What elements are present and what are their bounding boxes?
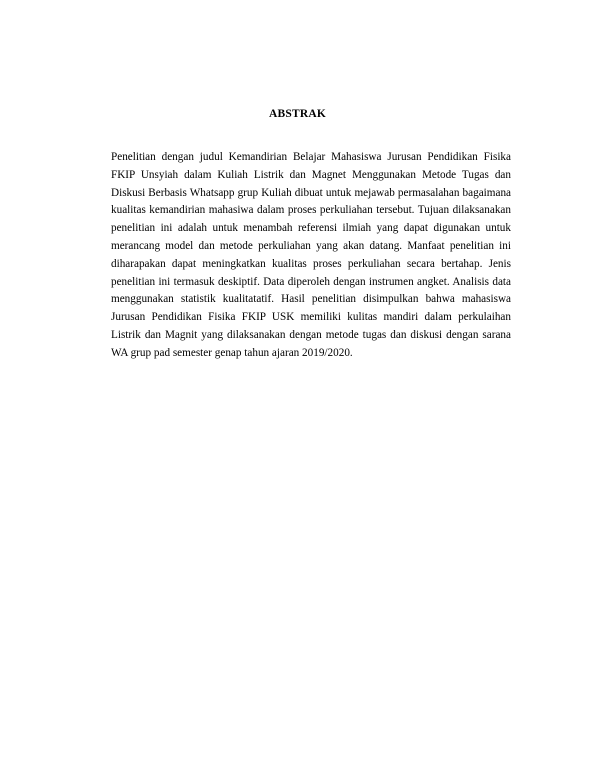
abstract-title: ABSTRAK	[269, 108, 326, 120]
abstract-paragraph: Penelitian dengan judul Kemandirian Belajar Mahasiswa Jurusan Pendidikan Fisika FKIP Unsyiah dalam Kuliah Listrik dan Magnet Menggunakan Metode Tugas dan Diskusi Berbasis Whatsapp grup Kuliah dibuat untuk mejawab permasalahan bagaimana kualitas kemandirian mahasiwa dalam proses perkuliahan tersebut. Tujuan dilaksanakan penelitian ini adalah untuk menambah referensi ilmiah yang dapat digunakan untuk merancang model dan metode perkuliahan yang akan datang. Manfaat penelitian ini diharapakan dapat meningkatkan kualitas proses perkuliahan secara bertahap. Jenis penelitian ini termasuk deskiptif. Data diperoleh dengan instrumen angket. Analisis data menggunakan statistik kualitatatif. Hasil penelitian disimpulkan bahwa mahasiswa Jurusan Pendidikan Fisika FKIP USK memiliki kulitas mandiri dalam perkulaihan Listrik dan Magnit yang dilaksanakan dengan metode tugas dan diskusi dengan sarana WA grup pad semester genap tahun ajaran 2019/2020.	[111, 151, 511, 359]
